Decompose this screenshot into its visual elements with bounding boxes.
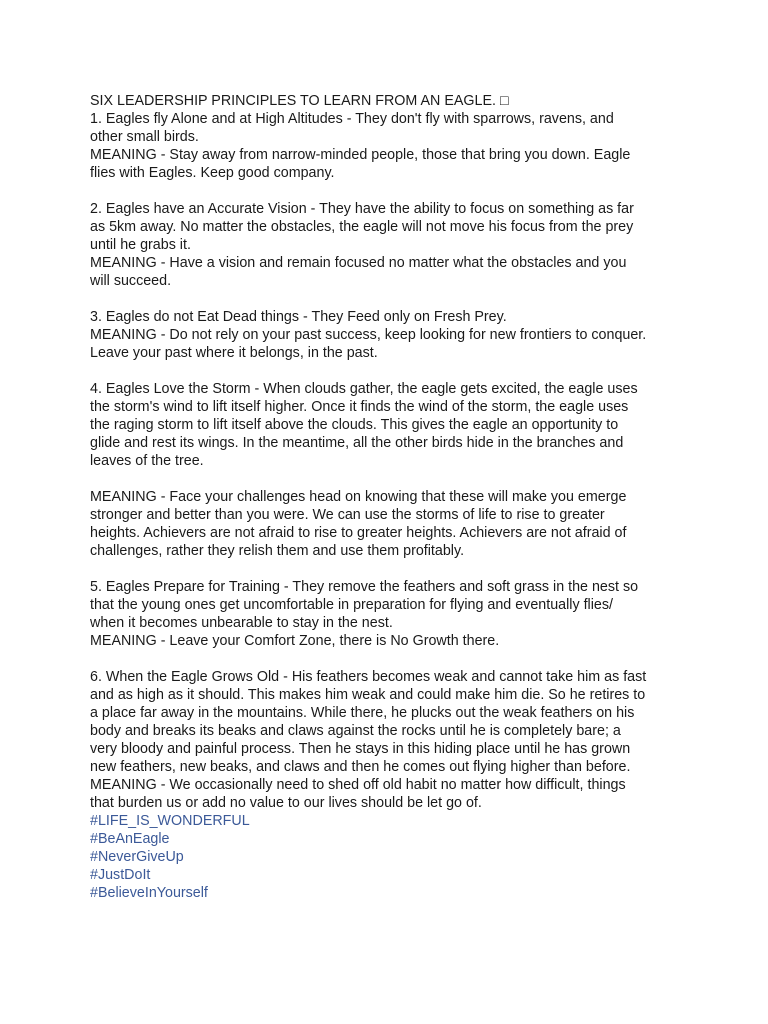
- section-3-line-1: 3. Eagles do not Eat Dead things - They Feed only on Fresh Prey.: [90, 309, 507, 325]
- section-5-line-3: when it becomes unbearable to stay in the nest.: [90, 615, 393, 631]
- section-6-line-5: very bloody and painful process. Then he stays in this hiding place until he has grown: [90, 741, 631, 757]
- section-4-line-3: the raging storm to lift itself above the clouds. This gives the eagle an opportunity to: [90, 417, 619, 433]
- hashtag-link[interactable]: #BeAnEagle: [90, 831, 170, 847]
- section-4-meaning-line-4: challenges, rather they relish them and use them profitably.: [90, 543, 465, 559]
- paragraph-gap: [90, 560, 690, 578]
- section-6-line-4: body and breaks its beaks and claws against the rocks until he is completely bare; a: [90, 723, 621, 739]
- section-6-line-1: 6. When the Eagle Grows Old - His feathers becomes weak and cannot take him as fast: [90, 669, 647, 685]
- section-1-line-2: other small birds.: [90, 129, 199, 145]
- section-1-line-1: 1. Eagles fly Alone and at High Altitudes - They don't fly with sparrows, ravens, and: [90, 111, 614, 127]
- hashtag-link[interactable]: #LIFE_IS_WONDERFUL: [90, 813, 250, 829]
- section-2-line-5: will succeed.: [90, 273, 172, 289]
- section-2-line-1: 2. Eagles have an Accurate Vision - They have the ability to focus on something as far: [90, 201, 634, 217]
- section-4-line-2: the storm's wind to lift itself higher. Once it finds the wind of the storm, the eagle uses: [90, 399, 629, 415]
- section-3-line-2: MEANING - Do not rely on your past success, keep looking for new frontiers to conquer.: [90, 327, 647, 343]
- section-5-line-1: 5. Eagles Prepare for Training - They remove the feathers and soft grass in the nest so: [90, 579, 639, 595]
- paragraph-gap: [90, 650, 690, 668]
- hashtag-link[interactable]: #JustDoIt: [90, 867, 151, 883]
- hashtag-list: [90, 812, 690, 902]
- section-4-line-1: 4. Eagles Love the Storm - When clouds gather, the eagle gets excited, the eagle uses: [90, 381, 638, 397]
- section-4-meaning: [90, 488, 690, 560]
- section-6-line-7: MEANING - We occasionally need to shed off old habit no matter how difficult, things: [90, 777, 626, 793]
- section-4-meaning-line-2: stronger and better than you were. We can use the storms of life to rise to greater: [90, 507, 605, 523]
- section-1-line-4: flies with Eagles. Keep good company.: [90, 165, 335, 181]
- section-4-meaning-line-1: MEANING - Face your challenges head on knowing that these will make you emerge: [90, 489, 627, 505]
- section-6-line-8: that burden us or add no value to our lives should be let go of.: [90, 795, 482, 811]
- section-2-line-4: MEANING - Have a vision and remain focused no matter what the obstacles and you: [90, 255, 627, 271]
- hashtag-link[interactable]: #BelieveInYourself: [90, 885, 208, 901]
- hashtag-link[interactable]: #NeverGiveUp: [90, 849, 184, 865]
- paragraph-gap: [90, 362, 690, 380]
- section-5: [90, 578, 690, 650]
- section-6-line-2: and as high as it should. This makes him weak and could make him die. So he retires to: [90, 687, 646, 703]
- document-page: [90, 92, 690, 902]
- section-4: [90, 380, 690, 470]
- section-2: [90, 200, 690, 290]
- section-6-line-6: new feathers, new beaks, and claws and then he comes out flying higher than before.: [90, 759, 631, 775]
- section-3: [90, 308, 690, 362]
- section-3-line-3: Leave your past where it belongs, in the past.: [90, 345, 378, 361]
- section-2-line-3: until he grabs it.: [90, 237, 191, 253]
- section-6-line-3: a place far away in the mountains. While there, he plucks out the weak feathers on his: [90, 705, 635, 721]
- section-1-line-3: MEANING - Stay away from narrow-minded people, those that bring you down. Eagle: [90, 147, 631, 163]
- section-4-line-5: leaves of the tree.: [90, 453, 204, 469]
- paragraph-gap: [90, 290, 690, 308]
- section-6: [90, 668, 690, 812]
- paragraph-gap: [90, 182, 690, 200]
- section-4-meaning-line-3: heights. Achievers are not afraid to rise to greater heights. Achievers are not afraid of: [90, 525, 627, 541]
- section-2-line-2: as 5km away. No matter the obstacles, the eagle will not move his focus from the prey: [90, 219, 634, 235]
- paragraph-gap: [90, 470, 690, 488]
- section-4-line-4: glide and rest its wings. In the meantime, all the other birds hide in the branches and: [90, 435, 624, 451]
- section-5-line-4: MEANING - Leave your Comfort Zone, there is No Growth there.: [90, 633, 500, 649]
- document-title: SIX LEADERSHIP PRINCIPLES TO LEARN FROM AN EAGLE. □: [90, 93, 509, 109]
- section-1: [90, 110, 690, 182]
- section-5-line-2: that the young ones get uncomfortable in preparation for flying and eventually flies/: [90, 597, 613, 613]
